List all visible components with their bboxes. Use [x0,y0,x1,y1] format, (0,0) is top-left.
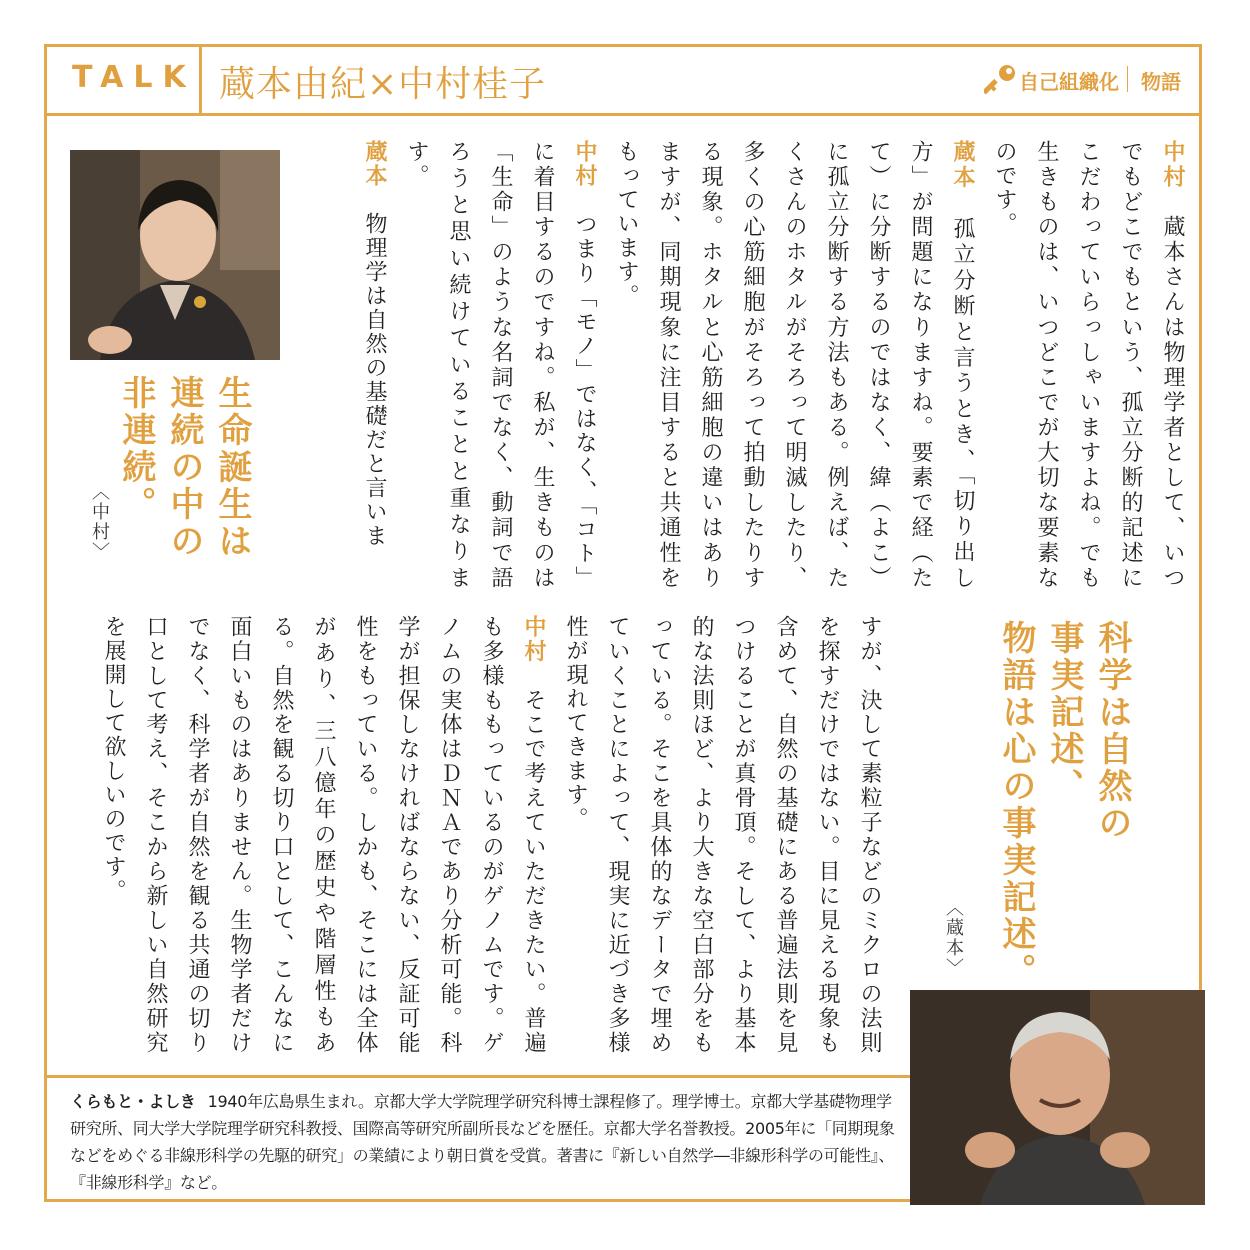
nakamura-photo [70,150,280,360]
dialogue-text: 孤立分断と言うとき、「切り出し方」が問題になりますね。要素で経（たて）に分断するのではなく、緯（よこ）に孤立分断する方法もある。例えば、たくさんのホタルがそろって明滅したり、多くの心筋細胞がそろって拍動したりする現象。ホタルと心筋細胞の違いはありますが、同期現象に注目すると共通性をもっています。 [614,140,975,591]
tag-separator [1127,66,1128,92]
speaker-label: 中村 [572,140,597,189]
dialogue-turn [554,615,890,1055]
quote-line: 生命誕生は [212,375,252,560]
tag-self-organization[interactable]: 自己組織化 [1019,70,1119,94]
quote-source-nakamura: 〈中村〉 [89,482,110,562]
kuramoto-photo [910,990,1205,1205]
bio-text: 1940年広島県生まれ。京都大学大学院理学研究科博士課程修了。理学博士。京都大学基礎物理学研究所、同大学大学院理学研究科教授、国際高等研究所副所長などを歴任。京都大学名誉教授。2005年に「同期現象などをめぐる非線形科学の先駆的研究」の業績により朝日賞を受賞。著書に『新しい自然学―非線形科学の可能性』、『非線形科学』など。 [70,1092,895,1192]
speaker-label: 中村 [521,615,546,664]
quote-line: 物語は心の事実記述。 [996,620,1036,990]
dialogue-turn [395,140,605,590]
pull-quote-kuramoto [992,620,1136,1000]
quote-line: 科学は自然の [1092,620,1132,842]
bio-name: くらもと・よしき [70,1092,196,1111]
dialogue-text: 物理学は自然の基礎だと言いま [362,212,387,548]
tag-story[interactable]: 物語 [1141,70,1181,94]
dialogue-top [318,140,1193,590]
dialogue-turn [605,140,983,590]
talk-label: TALK [72,60,196,95]
pull-quote-nakamura [112,375,256,575]
dialogue-turn [353,140,395,590]
speaker-label: 蔵本 [950,140,975,192]
dialogue-bottom [60,615,890,1055]
quote-line: 事実記述、 [1044,620,1084,805]
author-bio [70,1088,900,1196]
key-icon [984,62,1018,96]
header-divider [199,44,202,113]
dialogue-turn [92,615,554,1055]
dialogue-text: そこで考えていただきたい。普遍も多様ももっているのがゲノムです。ゲノムの実体はＤＮＡであり分析可能。科学が担保しなければならない、反証可能性をもっている。しかも、そこには全体があり、三八億年の歴史や階層性もある。自然を観る切り口として、こんなに面白いものはありません。生物学者だけでなく、科学者が自然を観る共通の切り口として考え、そこから新しい自然研究を展開して欲しいのです。 [101,615,546,1056]
speaker-label: 中村 [1160,140,1185,191]
dialogue-turn [983,140,1193,590]
dialogue-text: 蔵本さんは物理学者として、いつでもどこでもという、孤立分断的記述にこだわっていらっしゃいますよね。でも生きものは、いつどこでが大切な要素なのです。 [992,140,1185,591]
header-bar [44,44,1202,116]
quote-line: 連続の中の [164,375,204,560]
quote-source-kuramoto: 〈蔵本〉 [943,898,964,978]
quote-line: 非連続。 [116,375,156,523]
bio-divider [44,1075,910,1078]
page-title: 蔵本由紀×中村桂子 [219,64,547,105]
dialogue-text: すが、決して素粒子などのミクロの法則を探すだけではない。目に見える現象も含めて、自然の基礎にある普遍法則を見つけることが真骨頂。そして、より基本的な法則ほど、より大きな空白部分をもっている。そこを具体的なデータで埋めていくことによって、現実に近づき多様性が現れてきます。 [563,615,882,1055]
speaker-label: 蔵本 [362,140,387,188]
dialogue-text: つまり「モノ」ではなく、「コト」に着目するのですね。私が、生きものは「生命」のような名詞でなく、動詞で語ろうと思い続けていることと重なります。 [404,140,597,591]
